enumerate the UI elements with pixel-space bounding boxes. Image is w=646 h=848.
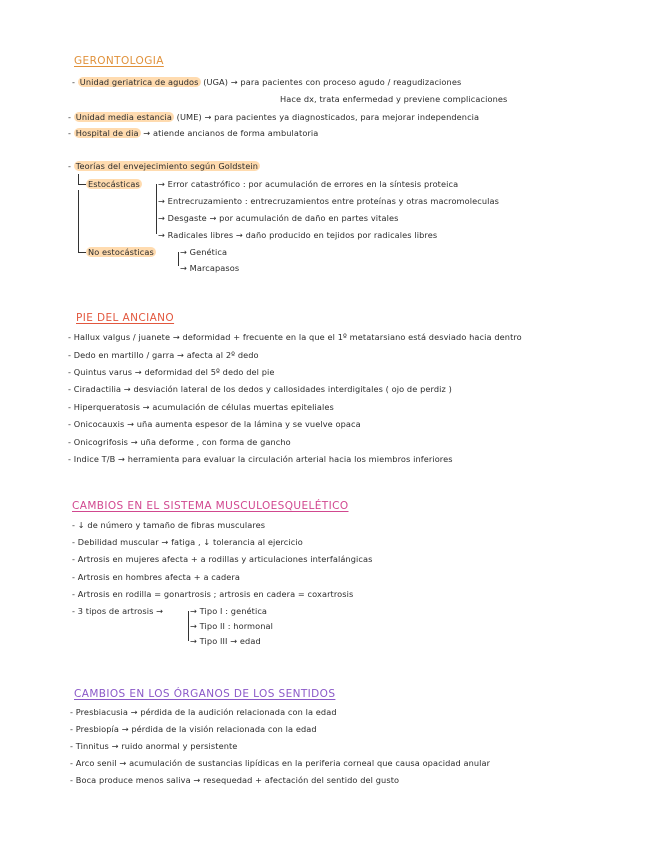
estocastica-item: → Radicales libres → daño producido en tejidos por radicales libres xyxy=(158,230,438,240)
sentidos-item: - Presbiacusia → pérdida de la audición relacionada con la edad xyxy=(70,707,337,717)
sentidos-item: - Presbiopía → pérdida de la visión relacionada con la edad xyxy=(70,724,317,734)
no-estocastica-item: → Marcapasos xyxy=(180,263,240,273)
pie-item: - Quintus varus → deformidad del 5º dedo del pie xyxy=(68,367,275,377)
estocasticas-highlight: Estocásticas xyxy=(88,179,140,189)
musculo-item: - 3 tipos de artrosis → xyxy=(72,606,164,616)
teorias-title: Teorías del envejecimiento según Goldstein xyxy=(75,161,259,171)
musculo-item: - Artrosis en mujeres afecta + a rodillas y articulaciones interfalángicas xyxy=(72,554,373,564)
teorias-title-line: - Teorías del envejecimiento según Goldstein xyxy=(68,161,259,171)
heading-organos-sentidos: CAMBIOS EN LOS ÓRGANOS DE LOS SENTIDOS xyxy=(74,688,336,700)
line-text: → atiende ancianos de forma ambulatoria xyxy=(140,128,319,138)
tree-connector xyxy=(78,174,79,184)
note-line-uga: - Unidad geriatrica de agudos (UGA) → para pacientes con proceso agudo / reagudizaciones xyxy=(72,77,462,87)
note-line-ume: - Unidad media estancia (UME) → para pacientes ya diagnosticados, para mejorar independencia xyxy=(68,112,480,122)
term-highlight: Hospital de dia xyxy=(75,128,139,138)
tree-connector xyxy=(78,190,79,252)
line-text: Tipo III → edad xyxy=(199,636,261,646)
line-text: Marcapasos xyxy=(189,263,240,273)
tipo-artrosis: → Tipo III → edad xyxy=(190,636,261,646)
musculo-item: - ↓ de número y tamaño de fibras musculares xyxy=(72,520,266,530)
pie-item: - Onicogrifosis → uña deforme , con forma de gancho xyxy=(68,437,291,447)
estocastica-item: → Desgaste → por acumulación de daño en partes vitales xyxy=(158,213,399,223)
pie-item: - Hallux valgus / juanete → deformidad + frecuente en la que el 1º metatarsiano está desviado hacia dentro xyxy=(68,332,522,342)
tree-connector xyxy=(178,252,179,266)
sentidos-item: - Arco senil → acumulación de sustancias lipídicas en la periferia corneal que causa opacidad anular xyxy=(70,758,491,768)
pie-item: - Hiperqueratosis → acumulación de células muertas epiteliales xyxy=(68,402,334,412)
line-text: Entrecruzamiento : entrecruzamientos entre proteínas y otras macromoleculas xyxy=(167,196,499,206)
estocasticas-label xyxy=(86,178,142,190)
pie-item: - Indice T/B → herramienta para evaluar la circulación arterial hacia los miembros inferiores xyxy=(68,454,453,464)
line-text: Genética xyxy=(189,247,228,257)
tree-connector xyxy=(78,184,86,185)
musculo-item: - Debilidad muscular → fatiga , ↓ tolerancia al ejercicio xyxy=(72,537,303,547)
note-line-hospital-dia: - Hospital de dia → atiende ancianos de forma ambulatoria xyxy=(68,128,319,138)
heading-gerontologia: GERONTOLOGIA xyxy=(74,55,164,67)
term-highlight: Unidad geriatrica de agudos xyxy=(79,77,199,87)
no-estocasticas-label xyxy=(86,246,156,258)
tipo-artrosis: → Tipo II : hormonal xyxy=(190,621,273,631)
sentidos-item: - Tinnitus → ruido anormal y persistente xyxy=(70,741,238,751)
line-text: Tipo I : genética xyxy=(199,606,268,616)
line-text: - 3 tipos de artrosis xyxy=(72,606,154,616)
note-line-uga-cont: Hace dx, trata enfermedad y previene complicaciones xyxy=(280,94,508,104)
pie-item: - Ciradactilia → desviación lateral de los dedos y callosidades interdigitales ( ojo de perdiz ) xyxy=(68,384,452,394)
heading-pie-anciano: PIE DEL ANCIANO xyxy=(76,312,175,324)
pie-item: - Onicocauxis → uña aumenta espesor de la lámina y se vuelve opaca xyxy=(68,419,361,429)
term-highlight: Unidad media estancia xyxy=(75,112,172,122)
musculo-item: - Artrosis en hombres afecta + a cadera xyxy=(72,572,241,582)
no-estocastica-item: → Genética xyxy=(180,247,228,257)
line-text: Tipo II : hormonal xyxy=(199,621,273,631)
estocastica-item: → Error catastrófico : por acumulación de errores en la síntesis proteica xyxy=(158,179,459,189)
pie-item: - Dedo en martillo / garra → afecta al 2º dedo xyxy=(68,350,259,360)
line-text: (UME) → para pacientes ya diagnosticados, para mejorar independencia xyxy=(173,112,480,122)
tipo-artrosis: → Tipo I : genética xyxy=(190,606,268,616)
musculo-item: - Artrosis en rodilla = gonartrosis ; artrosis en cadera = coxartrosis xyxy=(72,589,354,599)
tree-connector xyxy=(78,252,86,253)
line-text: Desgaste → por acumulación de daño en partes vitales xyxy=(167,213,399,223)
line-text: Error catastrófico : por acumulación de errores en la síntesis proteica xyxy=(167,179,459,189)
sentidos-item: - Boca produce menos saliva → resequedad + afectación del sentido del gusto xyxy=(70,775,400,785)
estocastica-item: → Entrecruzamiento : entrecruzamientos entre proteínas y otras macromoleculas xyxy=(158,196,499,206)
line-text: (UGA) → para pacientes con proceso agudo / reagudizaciones xyxy=(200,77,462,87)
no-estocasticas-highlight: No estocásticas xyxy=(88,247,154,257)
tree-connector xyxy=(188,611,189,641)
heading-musculoesqueletico: CAMBIOS EN EL SISTEMA MUSCULOESQUELÉTICO xyxy=(72,500,349,512)
tree-connector xyxy=(156,184,157,234)
line-text: Radicales libres → daño producido en tejidos por radicales libres xyxy=(167,230,438,240)
